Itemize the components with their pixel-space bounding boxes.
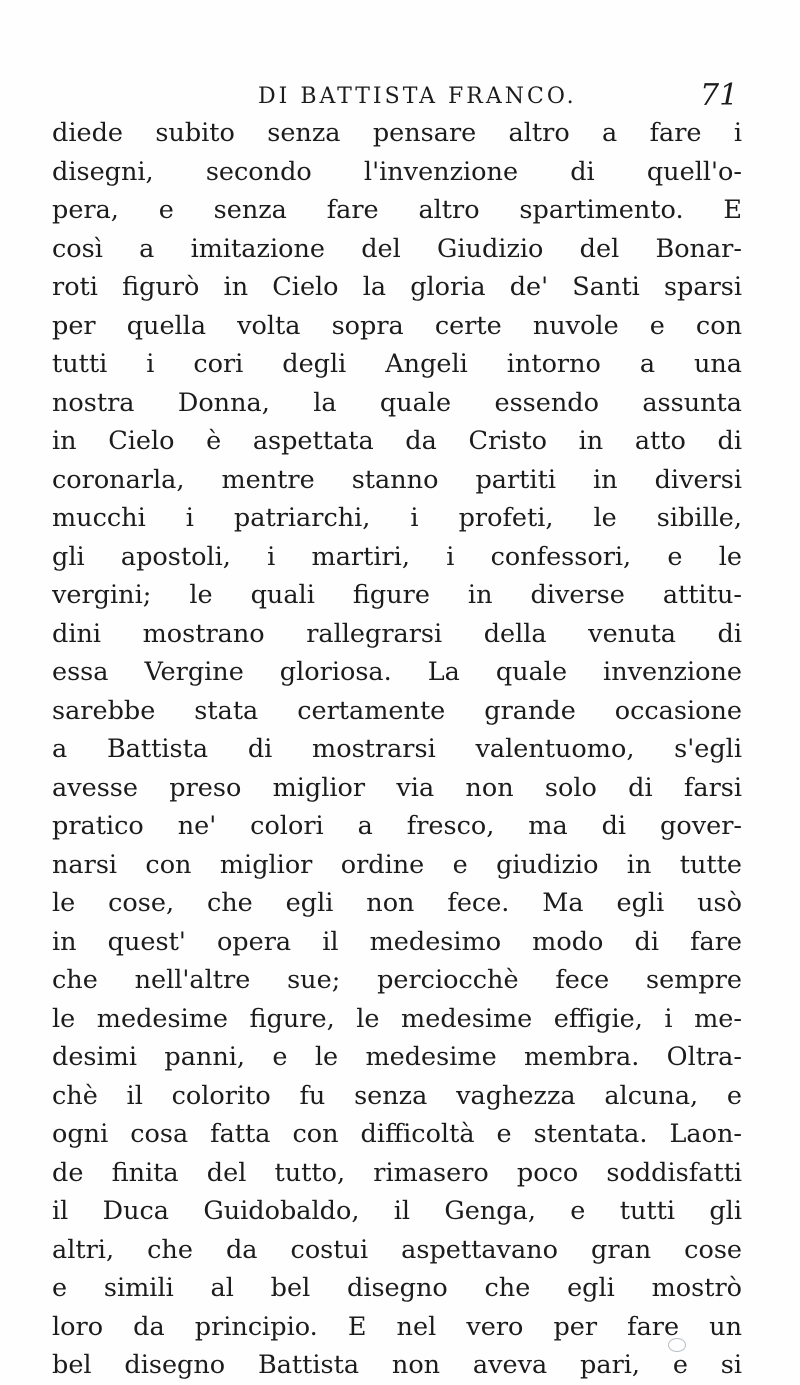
text-line: tutti i cori degli Angeli intorno a una [52, 349, 742, 379]
text-line: così a imitazione del Giudizio del Bonar- [52, 233, 742, 264]
text-line: bel disegno Battista non aveva pari, e si [52, 1350, 742, 1380]
running-title: DI BATTISTA FRANCO. [258, 84, 577, 109]
text-line: dini mostrano rallegrarsi della venuta di [52, 618, 742, 649]
text-line: le cose, che egli non fece. Ma egli usò [52, 888, 742, 918]
page-number: 71 [700, 78, 739, 113]
text-line: sarebbe stata certamente grande occasione [52, 695, 742, 726]
text-line: per quella volta sopra certe nuvole e con [52, 310, 742, 341]
text-line: narsi con miglior ordine e giudizio in tutte [52, 849, 742, 880]
text-line: mucchi i patriarchi, i profeti, le sibille, [52, 503, 742, 533]
text-line: disegni, secondo l'invenzione di quell'o- [52, 156, 742, 187]
ink-stain-mark [668, 1338, 686, 1352]
text-line: vergini; le quali figure in diverse attitu- [52, 580, 742, 610]
text-line: nostra Donna, la quale essendo assunta [52, 387, 742, 418]
text-line: in Cielo è aspettata da Cristo in atto di [52, 426, 742, 456]
body-text [52, 114, 742, 1385]
text-line: coronarla, mentre stanno partiti in diversi [52, 464, 742, 495]
text-line: avesse preso miglior via non solo di farsi [52, 772, 742, 803]
text-line: gli apostoli, i martiri, i confessori, e le [52, 541, 742, 572]
text-line: altri, che da costui aspettavano gran cose [52, 1234, 742, 1265]
text-line: le medesime figure, le medesime effigie, i me- [52, 1003, 742, 1034]
text-line: essa Vergine gloriosa. La quale invenzione [52, 657, 742, 687]
text-line: e simili al bel disegno che egli mostrò [52, 1273, 742, 1303]
text-line: diede subito senza pensare altro a fare i [52, 118, 742, 148]
text-line: loro da principio. E nel vero per fare un [52, 1311, 742, 1342]
text-line: in quest' opera il medesimo modo di fare [52, 926, 742, 957]
text-line: il Duca Guidobaldo, il Genga, e tutti gli [52, 1196, 742, 1226]
text-line: ogni cosa fatta con difficoltà e stentata. Laon- [52, 1119, 742, 1149]
text-line: che nell'altre sue; perciocchè fece sempre [52, 965, 742, 995]
text-line: desimi panni, e le medesime membra. Oltra- [52, 1042, 742, 1072]
text-line: pera, e senza fare altro spartimento. E [52, 195, 742, 225]
text-line: a Battista di mostrarsi valentuomo, s'egli [52, 734, 742, 764]
text-line: chè il colorito fu senza vaghezza alcuna, e [52, 1080, 742, 1111]
text-line: roti figurò in Cielo la gloria de' Santi sparsi [52, 272, 742, 302]
text-line: de finita del tutto, rimasero poco soddisfatti [52, 1157, 742, 1188]
running-head [258, 78, 738, 114]
text-line: pratico ne' colori a fresco, ma di gover- [52, 811, 742, 841]
